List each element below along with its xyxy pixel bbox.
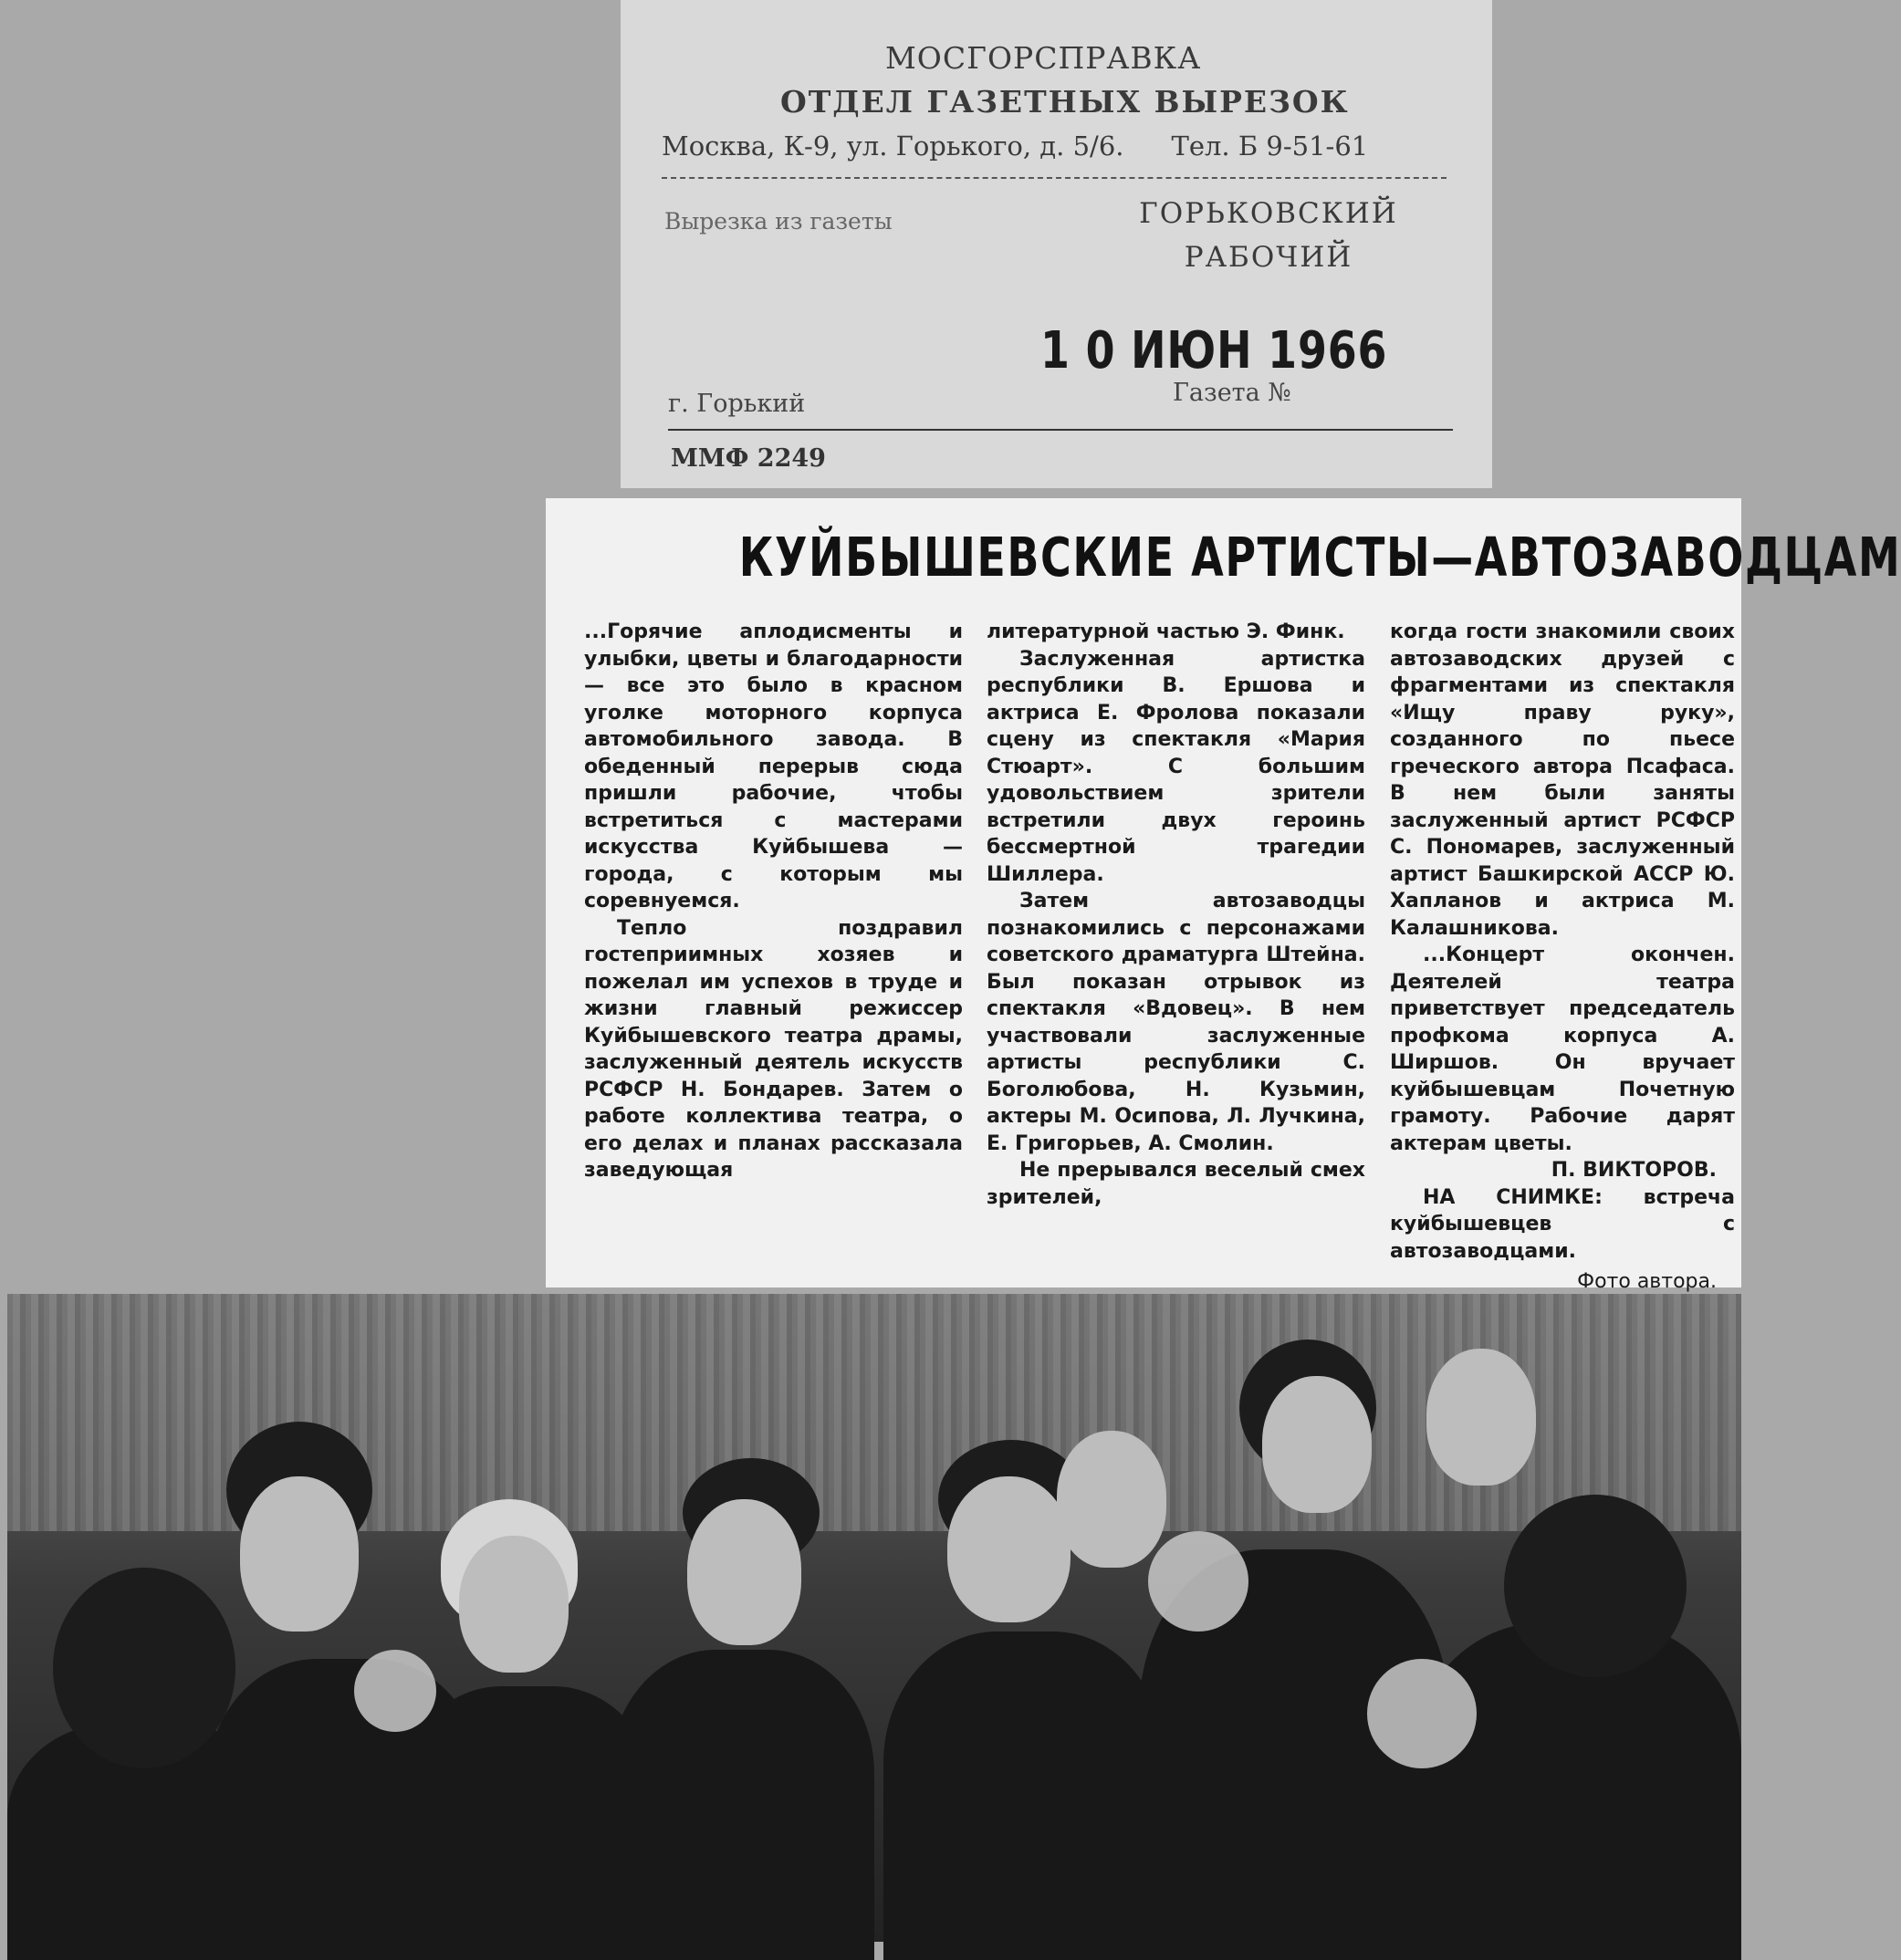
paragraph: Затем автозаводцы познакомились с персонажами советского драматурга Штейна. Был показан отрывок из спектакля «Вдовец». В нем участвовали заслуженные артисты республики С. Боголюбова, Н. Кузьмин, актеры М. Осипова, Л. Лучкина, Е. Григорьев, А. Смолин. xyxy=(987,890,1365,1155)
flowers xyxy=(354,1650,436,1732)
paragraph: ...Концерт окончен. Деятелей театра приветствует председатель профкома корпуса А. Ширшов. Он вручает куйбышевцам Почетную грамоту. Рабочие дарят актерам цветы. xyxy=(1390,944,1735,1155)
address-line xyxy=(662,130,1368,162)
person-face xyxy=(1057,1431,1166,1568)
paragraph: Тепло поздравил гостеприимных хозяев и пожелал им успехов в труде и жизни главный режиссер Куйбышевского театра драмы, заслуженный деятель искусств РСФСР Н. Бондарев. Затем о работе коллектива театра, о его делах и планах рассказала заведующая xyxy=(584,916,963,1182)
clipping-from-label: Вырезка из газеты xyxy=(664,208,893,235)
person-face xyxy=(1262,1376,1372,1513)
address: Москва, К-9, ул. Горького, д. 5/6. xyxy=(662,130,1124,162)
person-face xyxy=(687,1499,801,1645)
newspaper-name: ГОРЬКОВСКИЙ РАБОЧИЙ xyxy=(1139,197,1398,274)
photo-caption: НА СНИМКЕ: встреча куйбышевцев с автозаводцами. xyxy=(1390,1185,1735,1263)
flowers xyxy=(1367,1659,1477,1768)
department-name: ОТДЕЛ ГАЗЕТНЫХ ВЫРЕЗОК xyxy=(780,84,1350,120)
divider xyxy=(668,429,1453,431)
person-face xyxy=(947,1476,1071,1622)
photo-credit: Фото автора. xyxy=(1577,1270,1717,1293)
person-face xyxy=(459,1536,569,1673)
person-face xyxy=(1426,1349,1536,1486)
city-label: г. Горький xyxy=(668,390,806,418)
flowers xyxy=(1148,1531,1248,1632)
paragraph: когда гости знакомили своих автозаводских друзей с фрагментами из спектакля «Ищу праву руку», созданного по пьесе греческого автора Псафаса. В нем были заняты заслуженный артист РСФСР С. Пономарев, заслуженный артист Башкирской АССР Ю. Хапланов и актриса М. Калашникова. xyxy=(1390,620,1735,940)
date-stamp: 1 0 ИЮН 1966 xyxy=(1040,321,1388,381)
org-name: МОСГОРСПРАВКА xyxy=(885,40,1202,76)
article-column-2 xyxy=(987,619,1365,1211)
article-column-1 xyxy=(584,619,963,1184)
person xyxy=(883,1632,1166,1960)
clipping-label xyxy=(621,0,1492,488)
person-head xyxy=(1504,1495,1687,1677)
paragraph: Заслуженная артистка республики В. Ершова и актриса Е. Фролова показали сцену из спектакля «Мария Стюарт». С большим удовольствием зрители встретили двух героинь бессмертной трагедии Шиллера. xyxy=(987,647,1365,886)
person xyxy=(610,1650,874,1960)
author-signature: П. ВИКТОРОВ. xyxy=(1551,1159,1717,1182)
article xyxy=(546,498,1901,1293)
article-photo xyxy=(7,1294,1741,1942)
paragraph: ...Горячие аплодисменты и улыбки, цветы и благодарности — все это было в красном уголке моторного корпуса автомобильного завода. В обеденный перерыв сюда пришли рабочие, чтобы встретиться с мастерами искусства Куйбышева — города, с которым мы соревнуемся. xyxy=(584,620,963,912)
person-face xyxy=(240,1476,359,1632)
form-code: ММФ 2249 xyxy=(671,444,826,473)
issue-label: Газета № xyxy=(1173,379,1291,407)
phone: Тел. Б 9-51-61 xyxy=(1171,130,1369,162)
headline: КУЙБЫШЕВСКИЕ АРТИСТЫ—АВТОЗАВОДЦАМ xyxy=(738,526,1901,589)
paragraph: литературной частью Э. Финк. xyxy=(987,620,1345,643)
paragraph: Не прерывался веселый смех зрителей, xyxy=(987,1159,1365,1209)
divider xyxy=(662,177,1447,179)
article-column-3 xyxy=(1390,619,1735,1296)
person-head xyxy=(53,1568,235,1768)
